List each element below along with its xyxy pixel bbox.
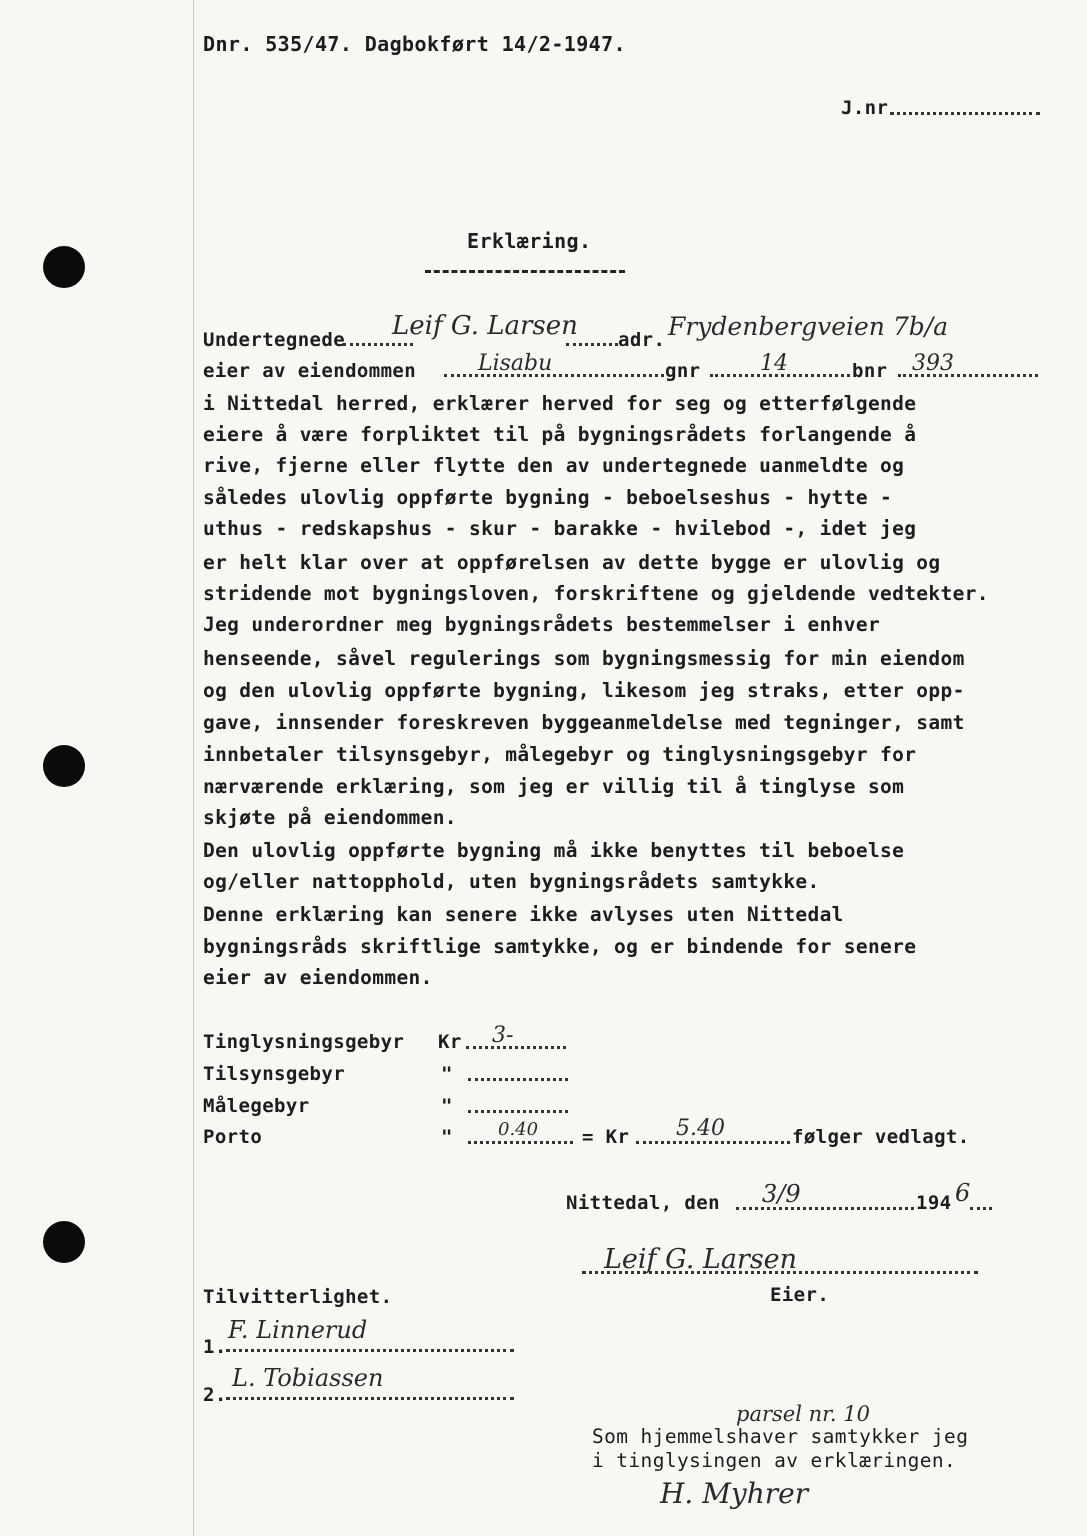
fee-label-tilsyn: Tilsynsgebyr <box>203 1063 346 1085</box>
holder-signature: H. Myhrer <box>660 1477 809 1510</box>
bnr-value: 393 <box>912 351 954 376</box>
dot-leader <box>468 1110 568 1113</box>
body-line: i Nittedal herred, erklærer herved for seg og etterfølgende <box>203 392 917 415</box>
body-line: og den ulovlig oppførte bygning, likesom jeg straks, etter opp- <box>203 679 965 702</box>
body-line: Denne erklæring kan senere ikke avlyses uten Nittedal <box>203 903 844 926</box>
bnr-label: bnr <box>852 360 888 382</box>
witness-line <box>226 1349 514 1352</box>
follows-label: følger vedlagt. <box>792 1126 970 1148</box>
journal-number-field <box>890 112 1040 115</box>
undersigned-label: Undertegnede <box>203 329 346 351</box>
punch-hole <box>43 1221 85 1263</box>
year-prefix: 194 <box>916 1192 952 1214</box>
journal-label: J.nr <box>841 97 889 119</box>
document-title: Erklæring. <box>467 229 592 253</box>
body-line: gave, innsender foreskreven byggeanmeldelse med tegninger, samt <box>203 711 965 734</box>
property-name: Lisabu <box>478 351 553 376</box>
dot-leader <box>468 1141 573 1144</box>
undersigned-name: Leif G. Larsen <box>392 311 578 341</box>
body-line: uthus - redskapshus - skur - barakke - hvilebod -, idet jeg <box>203 517 917 540</box>
body-line: stridende mot bygningsloven, forskriftene og gjeldende vedtekter. <box>203 582 989 605</box>
punch-hole <box>43 745 85 787</box>
body-line: eiere å være forpliktet til på bygningsrådets forlangende å <box>203 423 917 446</box>
witness-1-signature: F. Linnerud <box>228 1316 368 1344</box>
punch-hole <box>43 246 85 288</box>
body-line: skjøte på eiendommen. <box>203 806 457 829</box>
body-line: Den ulovlig oppførte bygning må ikke benyttes til beboelse <box>203 839 905 862</box>
fee-label-tinglysning: Tinglysningsgebyr <box>203 1031 405 1053</box>
consent-line: Som hjemmelshaver samtykker jeg <box>592 1425 969 1448</box>
fee-value-porto: 0.40 <box>498 1119 539 1140</box>
margin-line <box>193 0 194 1536</box>
owner-role-label: Eier. <box>770 1284 830 1306</box>
dot-leader <box>444 374 664 377</box>
registration-stamp: Dnr. 535/47. Dagbokført 14/2-1947. <box>203 32 626 56</box>
dot-leader <box>343 343 413 346</box>
fee-label-maale: Målegebyr <box>203 1095 310 1117</box>
consent-line: i tinglysingen av erklæringen. <box>592 1449 957 1472</box>
body-line: henseende, såvel regulerings som bygningsmessig for min eiendom <box>203 647 965 670</box>
dot-leader <box>466 1046 566 1049</box>
body-line: Jeg underordner meg bygningsrådets bestemmelser i enhver <box>203 613 881 636</box>
witness-number: 1. <box>203 1336 227 1358</box>
witness-2-signature: L. Tobiassen <box>232 1364 384 1392</box>
body-line: innbetaler tilsynsgebyr, målegebyr og tinglysningsgebyr for <box>203 743 917 766</box>
dot-leader <box>468 1078 568 1081</box>
owner-label: eier av eiendommen <box>203 360 417 382</box>
gnr-label: gnr <box>665 360 701 382</box>
witness-label: Tilvitterlighet. <box>203 1286 393 1308</box>
body-line: således ulovlig oppførte bygning - beboelseshus - hytte - <box>203 486 893 509</box>
owner-signature: Leif G. Larsen <box>604 1244 798 1275</box>
title-underline <box>425 270 625 273</box>
gnr-value: 14 <box>760 351 788 376</box>
fee-total: 5.40 <box>676 1116 725 1141</box>
fee-label-porto: Porto <box>203 1126 263 1148</box>
year-suffix: 6 <box>955 1179 971 1207</box>
body-line: rive, fjerne eller flytte den av undertegnede uanmeldte og <box>203 454 905 477</box>
equals-kr-label: = Kr <box>582 1126 630 1148</box>
witness-number: 2. <box>203 1384 227 1406</box>
body-line: nærværende erklæring, som jeg er villig til å tinglyse som <box>203 775 905 798</box>
ditto-mark: " <box>441 1095 453 1117</box>
ditto-mark: " <box>441 1126 453 1148</box>
body-line: eier av eiendommen. <box>203 966 433 989</box>
date-value: 3/9 <box>762 1180 801 1208</box>
address-value: Frydenbergveien 7b/a <box>668 312 949 341</box>
witness-line <box>226 1397 514 1400</box>
body-line: bygningsråds skriftlige samtykke, og er bindende for senere <box>203 935 917 958</box>
address-label: adr. <box>618 329 666 351</box>
kr-label: Kr <box>438 1031 462 1053</box>
dot-leader <box>636 1141 790 1144</box>
parsel-note: parsel nr. 10 <box>736 1402 870 1426</box>
body-line: og/eller nattopphold, uten bygningsrådets samtykke. <box>203 870 820 893</box>
ditto-mark: " <box>441 1063 453 1085</box>
dot-leader <box>566 343 618 346</box>
fee-value-tinglysning: 3- <box>492 1023 514 1048</box>
place-label: Nittedal, den <box>566 1192 720 1214</box>
dot-leader <box>970 1207 992 1210</box>
body-line: er helt klar over at oppførelsen av dette bygge er ulovlig og <box>203 551 941 574</box>
